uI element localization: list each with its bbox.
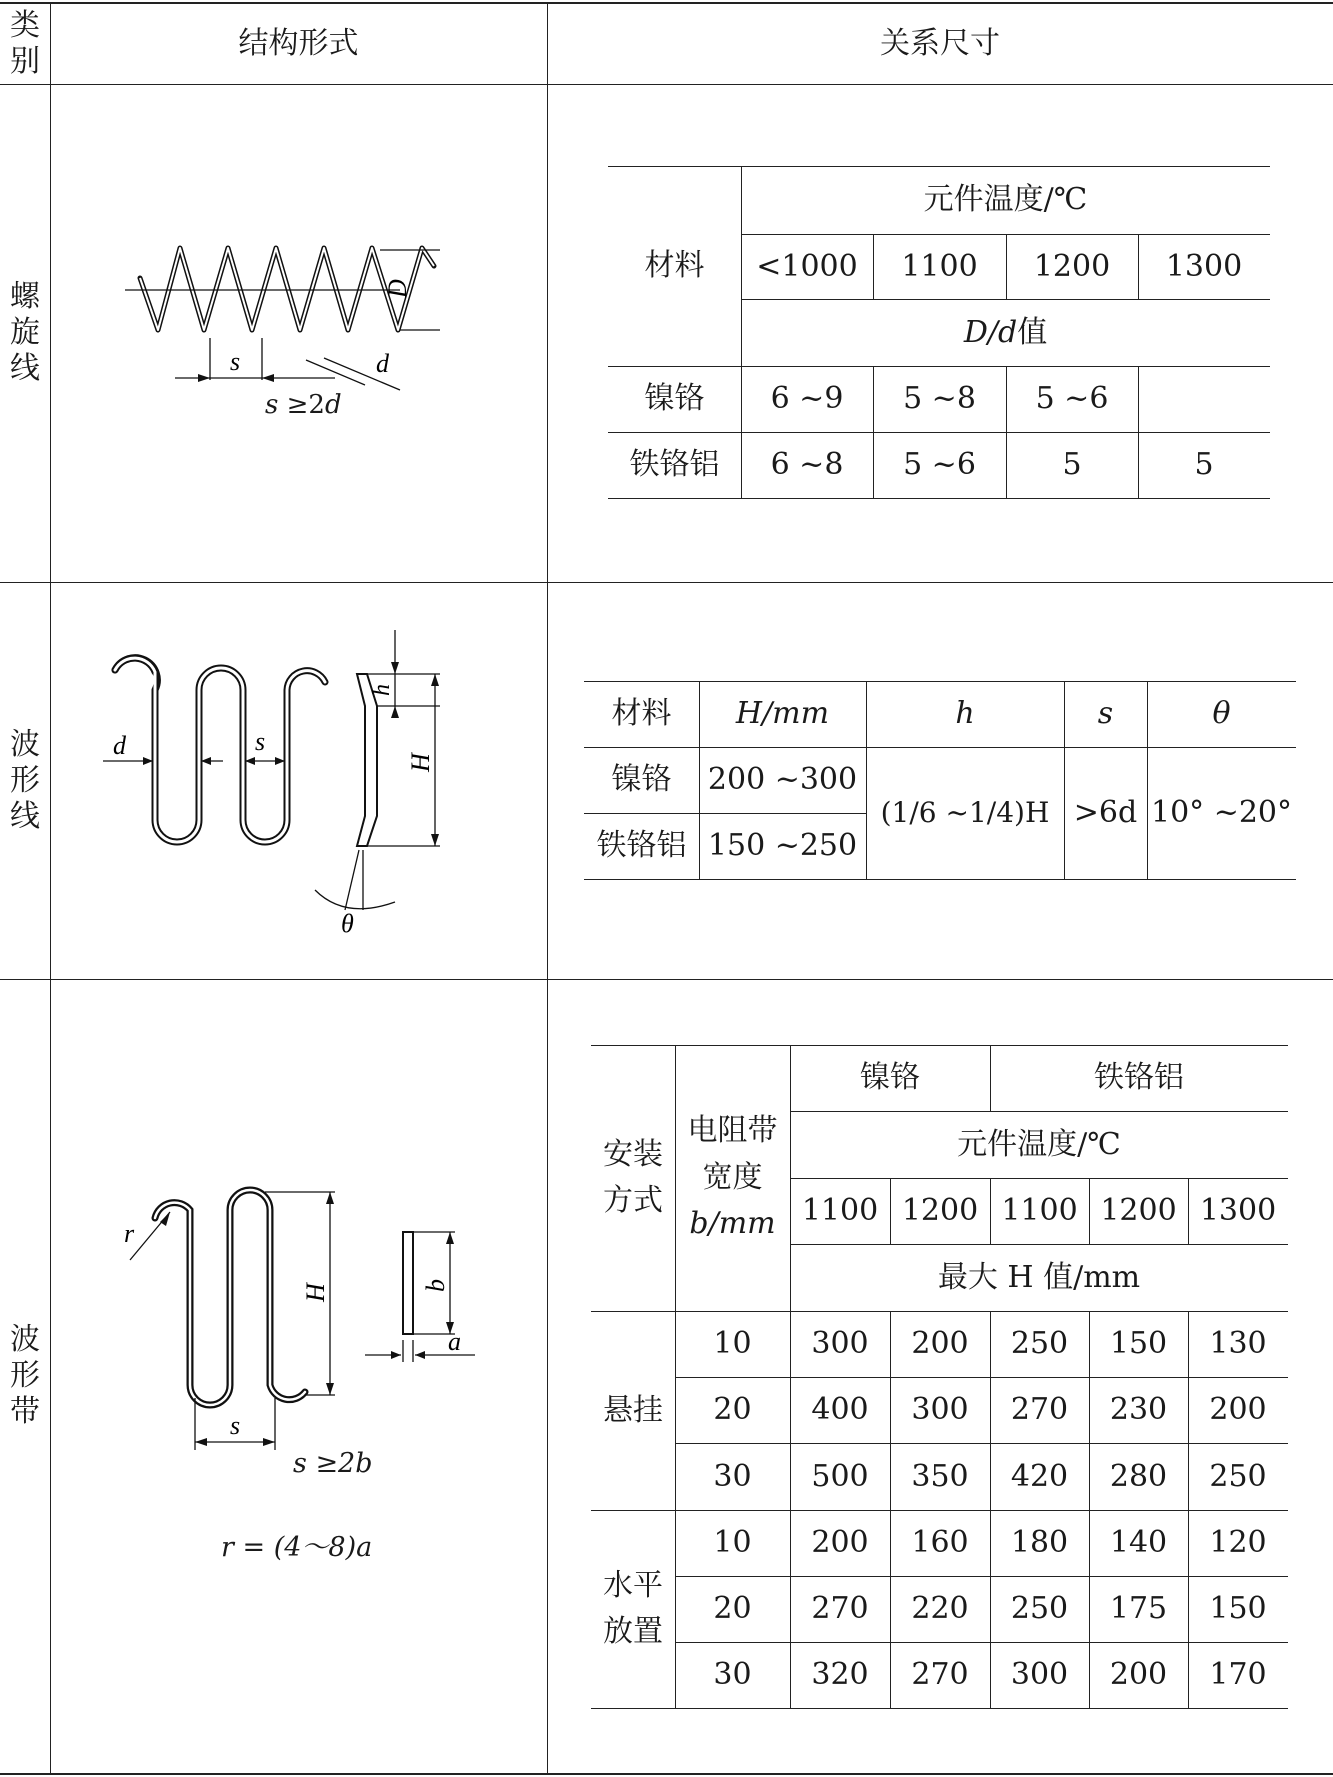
wave-strip-label-s: s	[230, 1411, 241, 1440]
wave-strip-condition: s ≥2b	[293, 1448, 373, 1479]
helix-temp: <1000	[756, 248, 858, 284]
category-wave-strip-char: 带	[10, 1394, 40, 1429]
helix-condition	[265, 390, 342, 420]
wave-strip-temp: 1100	[801, 1193, 879, 1228]
wave-wire-header: θ	[1212, 696, 1231, 731]
wave-strip-label-a: a	[448, 1327, 461, 1356]
wave-strip-width: 30	[713, 1657, 752, 1692]
wave-wire-s-value: >6d	[1073, 795, 1138, 830]
category-helix-char: 旋	[10, 315, 40, 350]
wave-strip-label-H: H	[301, 1283, 330, 1302]
wave-strip-install-label	[591, 1045, 675, 1311]
wave-strip-material: 铁铬铝	[1094, 1060, 1184, 1095]
wave-strip-value: 250	[1209, 1458, 1267, 1494]
helix-ratio-label	[741, 299, 1270, 366]
wave-strip-mode-line: 放置	[603, 1614, 663, 1649]
wave-strip-install-line: 安装	[603, 1136, 663, 1172]
category-wave-strip-char: 波	[10, 1322, 40, 1357]
header-category-char-2: 别	[10, 44, 40, 79]
wave-strip-value: 500	[811, 1458, 869, 1494]
wave-wire-row-material: 镍铬	[611, 762, 672, 797]
wave-wire-label-theta: θ	[341, 909, 354, 938]
wave-strip-value: 160	[911, 1525, 969, 1560]
helix-label-D: D	[383, 279, 412, 298]
category-helix-char: 线	[10, 351, 40, 386]
wave-strip-value: 170	[1209, 1657, 1267, 1692]
wave-strip-value: 300	[1010, 1657, 1069, 1692]
wave-strip-value: 120	[1209, 1525, 1267, 1560]
wave-strip-width: 20	[713, 1392, 752, 1427]
wave-wire-header: H/mm	[735, 696, 830, 731]
wave-strip-width-label	[675, 1045, 790, 1311]
wave-strip-value: 200	[911, 1326, 969, 1361]
wave-strip-temp: 1300	[1199, 1193, 1277, 1228]
wave-strip-temp: 1200	[901, 1193, 979, 1228]
header-category	[0, 4, 50, 84]
helix-condition-ge: ≥2	[278, 390, 325, 420]
wave-strip-radius: r = (4～8)a	[221, 1532, 373, 1563]
wave-strip-temp-label: 元件温度/℃	[957, 1126, 1121, 1162]
wave-strip-mode: 悬挂	[603, 1392, 663, 1428]
helix-cell: 6 ~8	[770, 447, 844, 482]
wave-wire-label-d: d	[113, 731, 126, 760]
wave-wire-row-material: 铁铬铝	[596, 828, 687, 863]
helix-temp: 1200	[1033, 248, 1111, 284]
wave-strip-diagram	[110, 1180, 490, 1470]
wave-strip-width: 10	[713, 1326, 752, 1361]
wave-wire-diagram	[95, 620, 465, 940]
helix-ratio-rest: 值	[1017, 314, 1048, 350]
wave-strip-value: 180	[1010, 1525, 1069, 1560]
wave-wire-label-h: h	[369, 684, 395, 696]
helix-row-material: 铁铬铝	[629, 447, 720, 482]
wave-strip-value: 140	[1109, 1525, 1168, 1560]
helix-label-d: d	[376, 349, 389, 378]
wave-strip-value: 270	[911, 1657, 969, 1692]
wave-strip-temp: 1100	[1001, 1193, 1078, 1228]
wave-strip-value: 300	[911, 1392, 969, 1427]
helix-cell	[1138, 366, 1270, 432]
helix-cell: 5 ~6	[903, 447, 976, 482]
helix-temp-label: 元件温度/℃	[923, 182, 1088, 217]
wave-strip-value: 250	[1010, 1326, 1069, 1361]
wave-strip-mode-line: 水平	[603, 1567, 663, 1603]
wave-strip-value: 150	[1209, 1591, 1267, 1626]
wave-wire-row-H: 150 ~250	[707, 828, 858, 863]
wave-strip-value: 200	[1109, 1657, 1168, 1692]
wave-strip-value: 320	[811, 1657, 869, 1692]
wave-strip-value: 250	[1010, 1591, 1069, 1626]
wave-strip-value: 280	[1109, 1458, 1168, 1494]
helix-cell: 5	[1194, 447, 1214, 482]
wave-strip-value: 130	[1209, 1326, 1267, 1361]
category-wave-strip	[0, 979, 50, 1773]
wave-strip-value: 220	[911, 1591, 969, 1626]
wave-wire-row-H: 200 ~300	[707, 762, 858, 797]
wave-strip-width: 10	[713, 1525, 752, 1560]
helix-condition-s: s	[265, 390, 279, 420]
wave-strip-max-label: 最大 H 值/mm	[937, 1259, 1141, 1295]
wave-strip-value: 300	[811, 1326, 869, 1361]
wave-strip-install-line: 方式	[603, 1183, 663, 1218]
helix-label-s: s	[230, 347, 241, 376]
wave-wire-header: s	[1097, 696, 1114, 731]
wave-strip-value: 270	[1010, 1392, 1069, 1427]
helix-condition-d: d	[324, 390, 342, 420]
wave-strip-width-line: 宽度	[702, 1159, 763, 1195]
helix-cell: 6 ~9	[770, 381, 844, 416]
wave-strip-value: 270	[811, 1591, 869, 1626]
wave-wire-header: 材料	[611, 696, 672, 731]
wave-strip-value: 420	[1010, 1458, 1069, 1494]
category-wave-wire-char: 线	[10, 798, 40, 834]
wave-strip-width-line: 电阻带	[687, 1113, 778, 1149]
wave-strip-mode	[591, 1510, 675, 1708]
wave-strip-value: 230	[1109, 1392, 1168, 1427]
helix-cell: 5 ~8	[903, 381, 976, 416]
header-category-char-1: 类	[10, 8, 40, 43]
wave-wire-header: h	[955, 696, 975, 731]
wave-strip-temp: 1200	[1100, 1193, 1177, 1228]
wave-strip-material: 镍铬	[860, 1060, 920, 1095]
wave-wire-label-s: s	[255, 727, 266, 756]
wave-wire-h-value: (1/6 ~1/4)H	[880, 796, 1050, 830]
wave-strip-width: 30	[713, 1458, 752, 1494]
wave-strip-label-b: b	[421, 1279, 450, 1292]
wave-wire-theta-value: 10° ~20°	[1150, 795, 1293, 830]
category-wave-strip-char: 形	[10, 1358, 40, 1393]
helix-temp: 1300	[1165, 248, 1243, 284]
wave-strip-value: 175	[1109, 1591, 1168, 1626]
helix-ratio-var: D/d	[963, 314, 1018, 350]
header-relation: 关系尺寸	[880, 26, 1000, 61]
wave-strip-value: 150	[1109, 1326, 1168, 1361]
wave-strip-value: 400	[811, 1392, 869, 1427]
wave-strip-label-r: r	[124, 1219, 135, 1248]
header-structure: 结构形式	[238, 26, 359, 61]
wave-strip-value: 200	[1209, 1392, 1267, 1427]
wave-strip-width: 20	[713, 1591, 752, 1626]
category-helix	[0, 84, 50, 582]
category-wave-wire	[0, 582, 50, 979]
helix-cell: 5 ~6	[1035, 381, 1109, 416]
helix-temp: 1100	[901, 248, 978, 284]
helix-material-label: 材料	[644, 248, 705, 283]
wave-wire-label-H: H	[406, 753, 435, 772]
category-wave-wire-char: 形	[10, 762, 40, 798]
category-helix-char: 螺	[10, 279, 40, 314]
wave-strip-width-line: b/mm	[689, 1206, 776, 1242]
helix-cell: 5	[1062, 447, 1082, 482]
category-wave-wire-char: 波	[10, 726, 40, 762]
wave-strip-value: 200	[811, 1525, 869, 1560]
wave-strip-value: 350	[911, 1458, 969, 1494]
helix-row-material: 镍铬	[644, 381, 705, 416]
